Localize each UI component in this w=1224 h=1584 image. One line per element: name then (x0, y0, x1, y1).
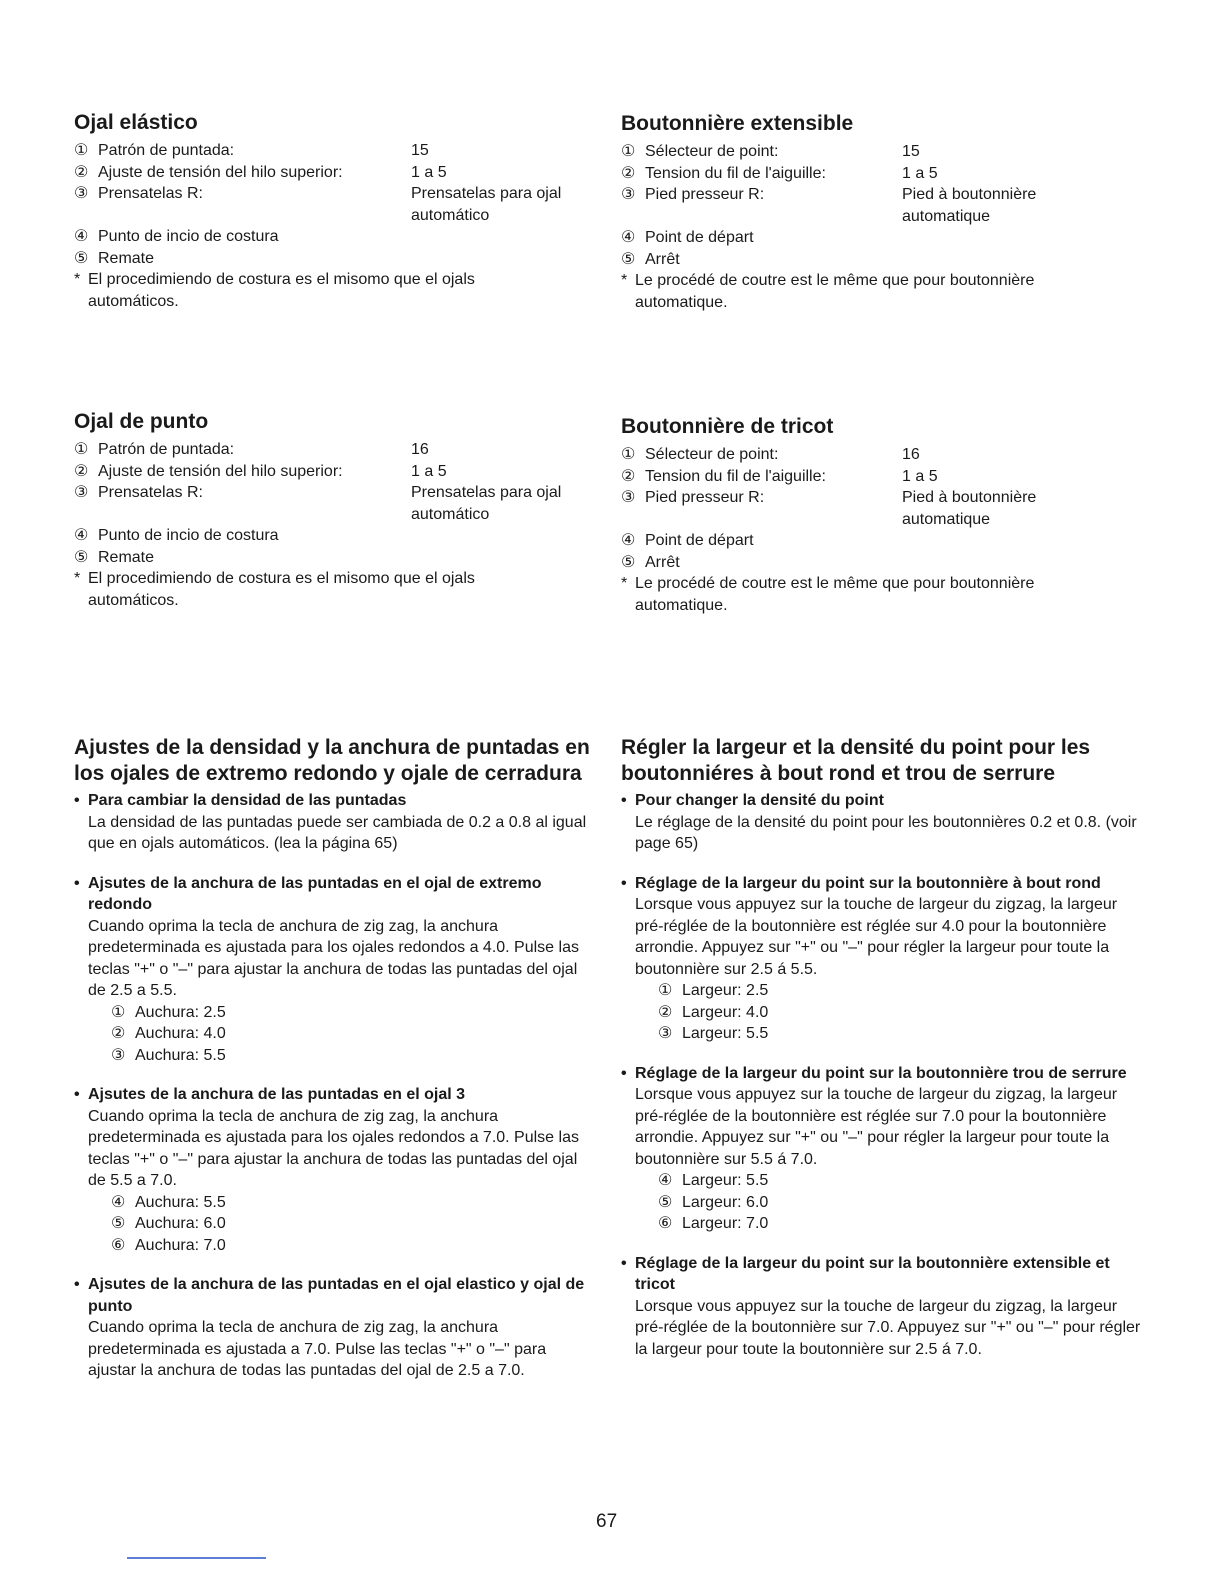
bullet-icon: • (621, 1064, 627, 1082)
list-item: ④ Auchura: 5.5 (111, 1193, 226, 1211)
subsection-heading: • Réglage de la largeur du point sur la boutonnière à bout rond (621, 873, 1145, 895)
list-item: ⑤ Arrêt (621, 250, 680, 268)
paragraph: Lorsque vous appuyez sur la touche de largeur du zigzag, la largeur pré-réglée de la boutonnière est réglée sur 7.0 pour la boutonnière arrondie. Appuyez sur "+" ou "–" pour régler la largeur pour toute la boutonnière sur 5.5 á 7.0. (635, 1086, 1118, 1168)
asterisk-icon: * (74, 570, 81, 587)
note: * Le procédé de coutre est le même que pour boutonnière automatique. (621, 270, 1141, 313)
asterisk-icon: * (621, 575, 628, 592)
paragraph: Le réglage de la densité du point pour les boutonnières 0.2 et 0.8. (voir page 65) (635, 813, 1137, 852)
section-heading: Ajustes de la densidad y la anchura de puntadas en los ojales de extremo redondo y ojale de cerradura (74, 736, 590, 785)
list-item: ⑤ Remate (74, 548, 155, 566)
setting-row: ① Sélecteur de point: 16 (621, 446, 920, 463)
list-item: ④ Point de départ (621, 229, 754, 246)
note: * Le procédé de coutre est le même que pour boutonnière automatique. (621, 573, 1141, 616)
setting-row: ② Ajuste de tensión del hilo superior: 1 a 5 (74, 462, 447, 480)
list-item: ⑤ Auchura: 6.0 (111, 1215, 226, 1232)
subsection-heading: • Ajsutes de la anchura de las puntadas en el ojal de extremo redondo (74, 873, 598, 916)
list-item: ① Largeur: 2.5 (658, 982, 769, 999)
section-title: Boutonnière de tricot (621, 415, 834, 438)
list-item: ⑤ Remate (74, 249, 155, 267)
setting-row: ② Tension du fil de l'aiguille: 1 a 5 (621, 467, 938, 485)
subsection-heading: • Réglage de la largeur du point sur la boutonnière trou de serrure (621, 1063, 1145, 1085)
subsection-heading: • Pour changer la densité du point (621, 790, 1145, 812)
asterisk-icon: * (621, 272, 628, 289)
section-heading: Régler la largeur et la densité du point pour les boutonniéres à bout rond et trou de serrure (621, 736, 1091, 785)
bullet-icon: • (621, 874, 627, 892)
asterisk-icon: * (74, 271, 81, 288)
bullet-icon: • (621, 1254, 627, 1272)
note: * El procedimiendo de costura es el misomo que el ojals automáticos. (74, 568, 594, 611)
setting-row: ③ Prensatelas R: Prensatelas para ojal automático (74, 185, 562, 224)
list-item: ② Auchura: 4.0 (111, 1025, 226, 1042)
list-item: ③ Auchura: 5.5 (111, 1046, 226, 1064)
paragraph: Cuando oprima la tecla de anchura de zig zag, la anchura predeterminada es ajustada para los ojales redondos a 4.0. Pulse las teclas "+" o "–" para ajustar la anchura de todas las puntadas del ojal de 2.5 a 5.5. (88, 917, 579, 999)
bullet-icon: • (74, 874, 80, 892)
list-item: ④ Punto de incio de costura (74, 228, 279, 245)
setting-row: ③ Pied presseur R: Pied à boutonnière automatique (621, 489, 1037, 528)
list-item: ③ Largeur: 5.5 (658, 1025, 769, 1042)
section-ojal-de-punto (74, 410, 594, 611)
paragraph: Cuando oprima la tecla de anchura de zig zag, la anchura predeterminada es ajustada para los ojales redondos a 7.0. Pulse las teclas "+" o "–" para ajustar la anchura de todas las puntadas del ojal de 5.5 a 7.0. (88, 1107, 579, 1189)
setting-row: ③ Prensatelas R: Prensatelas para ojal automático (74, 484, 562, 523)
section-regler (621, 735, 1145, 1360)
list-item: ① Auchura: 2.5 (111, 1003, 226, 1021)
subsection-heading: • Réglage de la largeur du point sur la boutonnière extensible et tricot (621, 1253, 1145, 1296)
note: * El procedimiendo de costura es el misomo que el ojals automáticos. (74, 269, 594, 312)
bullet-icon: • (74, 1276, 80, 1293)
bullet-icon: • (74, 792, 80, 809)
setting-row: ③ Pied presseur R: Pied à boutonnière automatique (621, 186, 1037, 225)
paragraph: Cuando oprima la tecla de anchura de zig zag, la anchura predeterminada es ajustada a 7.0. Pulse las teclas "+" o "–" para ajustar la anchura de todas las puntadas del ojal de 2.5 a 7.0. (88, 1319, 547, 1379)
list-item: ④ Largeur: 5.5 (658, 1172, 769, 1189)
list-item: ⑥ Largeur: 7.0 (658, 1215, 769, 1232)
section-boutonniere-extensible (621, 112, 1141, 313)
setting-row: ① Patrón de puntada: 16 (74, 441, 429, 458)
page-number: 67 (596, 1511, 618, 1532)
list-item: ② Largeur: 4.0 (658, 1003, 769, 1021)
list-item: ④ Point de départ (621, 532, 754, 549)
section-ajustes (74, 735, 598, 1382)
subsection-heading: • Ajsutes de la anchura de las puntadas en el ojal elastico y ojal de punto (74, 1274, 598, 1317)
subsection-heading: • Ajsutes de la anchura de las puntadas en el ojal 3 (74, 1084, 598, 1106)
setting-row: ① Patrón de puntada: 15 (74, 142, 429, 159)
section-title: Ojal de punto (74, 410, 209, 433)
footer-rule (127, 1557, 266, 1559)
section-title: Boutonnière extensible (621, 112, 854, 135)
paragraph: La densidad de las puntadas puede ser cambiada de 0.2 a 0.8 al igual que en ojals automáticos. (lea la página 65) (88, 813, 587, 852)
setting-row: ② Tension du fil de l'aiguille: 1 a 5 (621, 164, 938, 182)
subsection-heading: • Para cambiar la densidad de las puntadas (74, 790, 598, 812)
bullet-icon: • (621, 792, 627, 809)
paragraph: Lorsque vous appuyez sur la touche de largeur du zigzag, la largeur pré-réglée de la boutonnière est réglée sur 4.0 pour la boutonnière arrondie. Appuyez sur "+" ou "–" pour régler la largeur pour toute la boutonnière sur 2.5 á 5.5. (635, 896, 1118, 978)
section-title: Ojal elástico (74, 111, 198, 134)
section-ojal-elastico (74, 111, 594, 312)
list-item: ④ Punto de incio de costura (74, 527, 279, 544)
bullet-icon: • (74, 1086, 80, 1103)
list-item: ⑤ Largeur: 6.0 (658, 1193, 769, 1211)
setting-row: ① Sélecteur de point: 15 (621, 143, 920, 160)
setting-row: ② Ajuste de tensión del hilo superior: 1 a 5 (74, 163, 447, 181)
section-boutonniere-tricot (621, 415, 1141, 616)
list-item: ⑥ Auchura: 7.0 (111, 1236, 226, 1254)
list-item: ⑤ Arrêt (621, 553, 680, 571)
paragraph: Lorsque vous appuyez sur la touche de largeur du zigzag, la largeur pré-réglée de la boutonnière sur 7.0. Appuyez sur "+" ou "–" pour régler la largeur pour toute la boutonnière sur 2.5 á 7.0. (635, 1297, 1141, 1358)
